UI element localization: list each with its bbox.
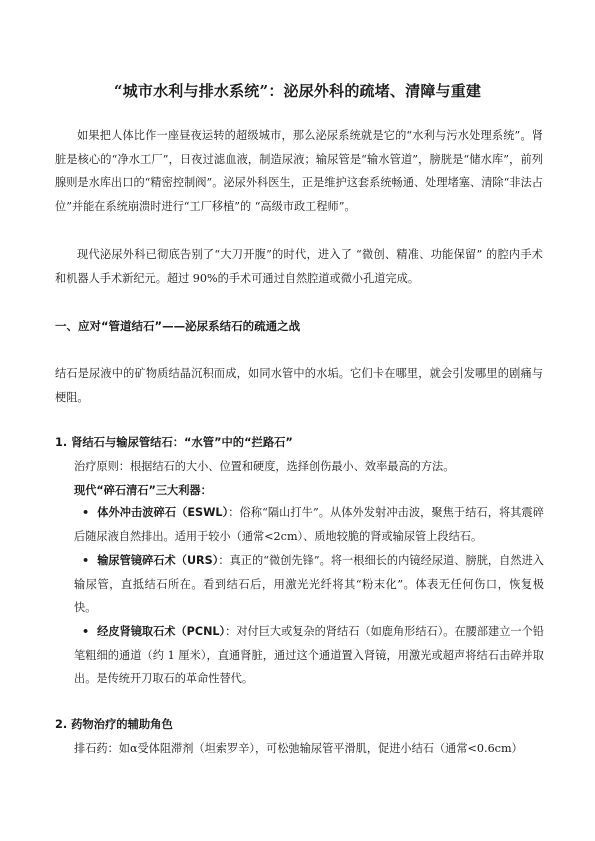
bullet-icon: • xyxy=(82,553,90,567)
list-item-eswl xyxy=(74,501,544,548)
bullet-icon: • xyxy=(82,624,90,638)
subsection1-heading: 1. 肾结石与输尿管结石：“水管”中的“拦路石” xyxy=(55,436,293,449)
section1-paragraph: 结石是尿液中的矿物质结晶沉积而成，如同水管中的水垢。它们卡在哪里，就会引发哪里的剧痛与梗阻。 xyxy=(55,367,543,404)
list-item-pcnl xyxy=(74,620,544,691)
item-term: 输尿管镜碎石术（URS） xyxy=(97,554,219,567)
item-text: ：俗称“隔山打牛”。从体外发射冲击波，聚焦于结石，将其震碎后随尿液自然排出。适用于较小（通常<2cm）、质地较脆的肾或输尿管上段结石。 xyxy=(74,506,544,543)
modern-paragraph: 现代泌尿外科已彻底告别了“大刀开腹”的时代，进入了 “微创、精准、功能保留” 的腔内手术和机器人手术新纪元。超过 90%的手术可通过自然腔道或微小孔道完成。 xyxy=(55,248,543,285)
item-text: ：真正的“微创先锋”。将一根细长的内镜经尿道、膀胱，自然进入输尿管，直抵结石所在。看到结石后，用激光光纤将其“粉末化”。体表无任何伤口，恢复极快。 xyxy=(74,554,544,614)
treatment-principle: 治疗原则：根据结石的大小、位置和硬度，选择创伤最小、效率最高的方法。 xyxy=(74,460,455,473)
tools-label: 现代“碎石清石”三大利器： xyxy=(74,484,212,497)
subsection2-heading: 2. 药物治疗的辅助角色 xyxy=(55,718,173,731)
item-term: 体外冲击波碎石（ESWL） xyxy=(97,506,229,519)
section1-heading: 一、应对“管道结石”——泌尿系结石的疏通之战 xyxy=(55,319,301,333)
intro-paragraph: 如果把人体比作一座昼夜运转的超级城市，那么泌尿系统就是它的“水利与污水处理系统”。肾脏是核心的“净水工厂”，日夜过滤血液，制造尿液；输尿管是“输水管道”，膀胱是“储水库”，前列腺则是水库出口的“精密控制阀”。泌尿外科医生，正是维护这套系统畅通、处理堵塞、清除“非法占位”并能在系统崩溃时进行“工厂移植”的 “高级市政工程师”。 xyxy=(55,129,543,213)
medication-text: 排石药：如α受体阻滞剂（坦索罗辛），可松弛输尿管平滑肌，促进小结石（通常<0.6cm） xyxy=(74,742,523,755)
item-text: ：对付巨大或复杂的肾结石（如鹿角形结石）。在腰部建立一个铅笔粗细的通道（约 1 厘米），直通肾脏，通过这个通道置入肾镜，用激光或超声将结石击碎并取出。是传统开刀取石的革命性替代。 xyxy=(74,625,544,685)
list-item-urs xyxy=(74,549,544,620)
item-term: 经皮肾镜取石术（PCNL） xyxy=(97,625,226,638)
document-title: “城市水利与排水系统”：泌尿外科的疏堵、清障与重建 xyxy=(113,82,482,100)
bullet-icon: • xyxy=(82,505,90,519)
